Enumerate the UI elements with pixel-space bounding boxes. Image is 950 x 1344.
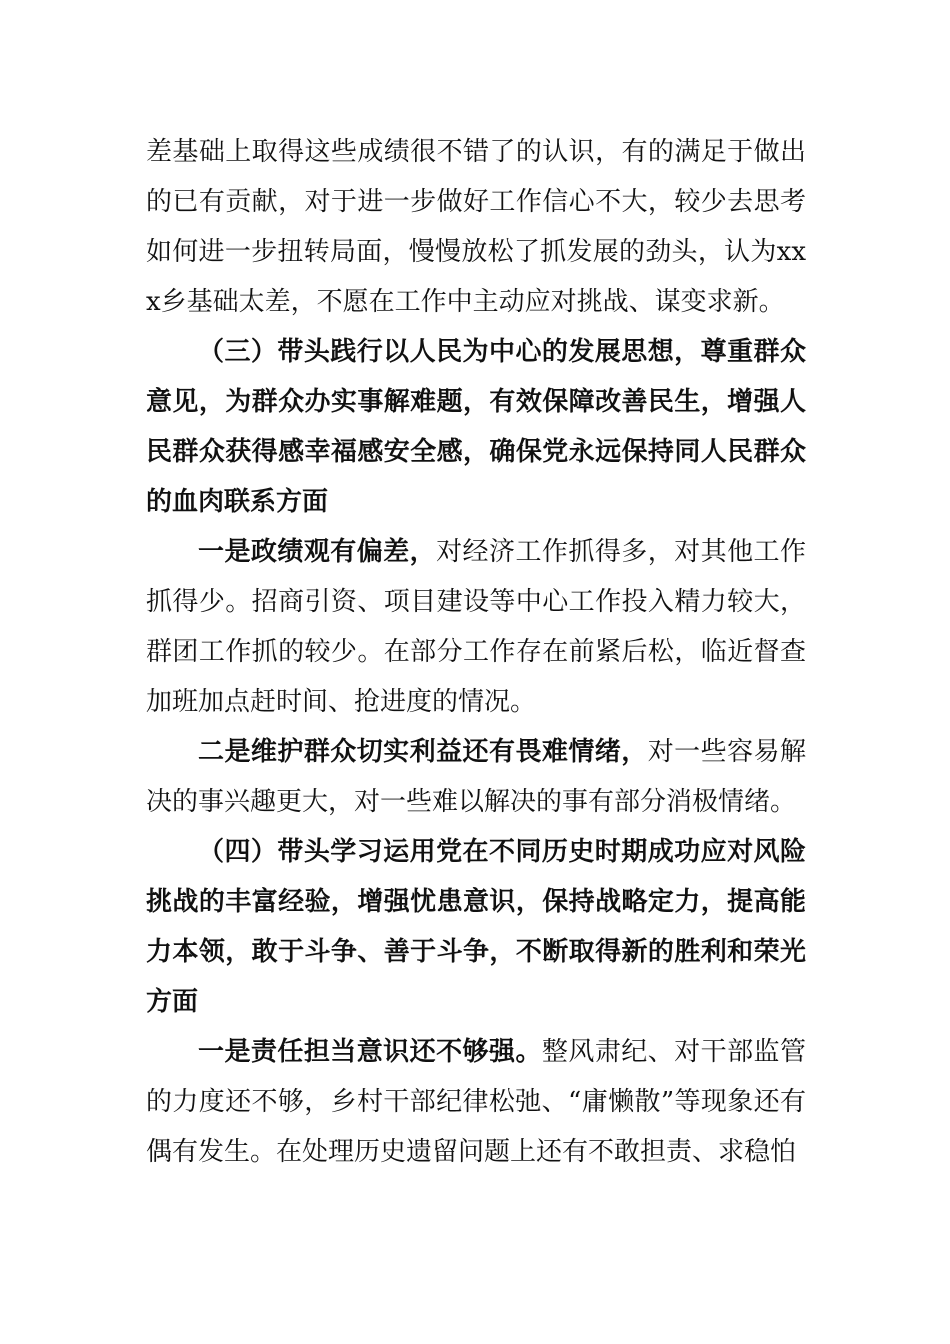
document-body (146, 127, 806, 1177)
paragraph-body-text: 对经济工作抓得多，对其他工作抓得少。招商引资、项目建设等中心工作投入精力较大，群团工作抓的较少。在部分工作存在前紧后松，临近督查加班加点赶时间、抢进度的情况。 (146, 537, 806, 717)
section-heading-three: （三）带头践行以人民为中心的发展思想，尊重群众意见，为群众办实事解难题，有效保障改善民生，增强人民群众获得感幸福感安全感，确保党永远保持同人民群众的血肉联系方面 (146, 337, 806, 517)
paragraph-point-one (146, 527, 806, 727)
paragraph-lead-text: 二是维护群众切实利益还有畏难情绪， (198, 737, 648, 767)
paragraph-point-two (146, 727, 806, 827)
paragraph-lead-text: 一是责任担当意识还不够强。 (198, 1037, 542, 1067)
paragraph-body-text: 整风肃纪、对干部监管的力度还不够，乡村干部纪律松弛、“庸懒散”等现象还有偶有发生。在处理历史遗留问题上还有不敢担责、求稳怕 (146, 1037, 806, 1167)
section-heading-four: （四）带头学习运用党在不同历史时期成功应对风险挑战的丰富经验，增强忧患意识，保持战略定力，提高能力本领，敢于斗争、善于斗争，不断取得新的胜利和荣光方面 (146, 837, 806, 1017)
paragraph-continuation: 差基础上取得这些成绩很不错了的认识，有的满足于做出的已有贡献，对于进一步做好工作信心不大，较少去思考如何进一步扭转局面，慢慢放松了抓发展的劲头，认为xxx乡基础太差，不愿在工作中主动应对挑战、谋变求新。 (146, 137, 806, 317)
paragraph-body-text: 对一些容易解决的事兴趣更大，对一些难以解决的事有部分消极情绪。 (146, 737, 806, 817)
paragraph-point-one-section-four (146, 1027, 806, 1177)
paragraph-lead-text: 一是政绩观有偏差， (198, 537, 437, 567)
